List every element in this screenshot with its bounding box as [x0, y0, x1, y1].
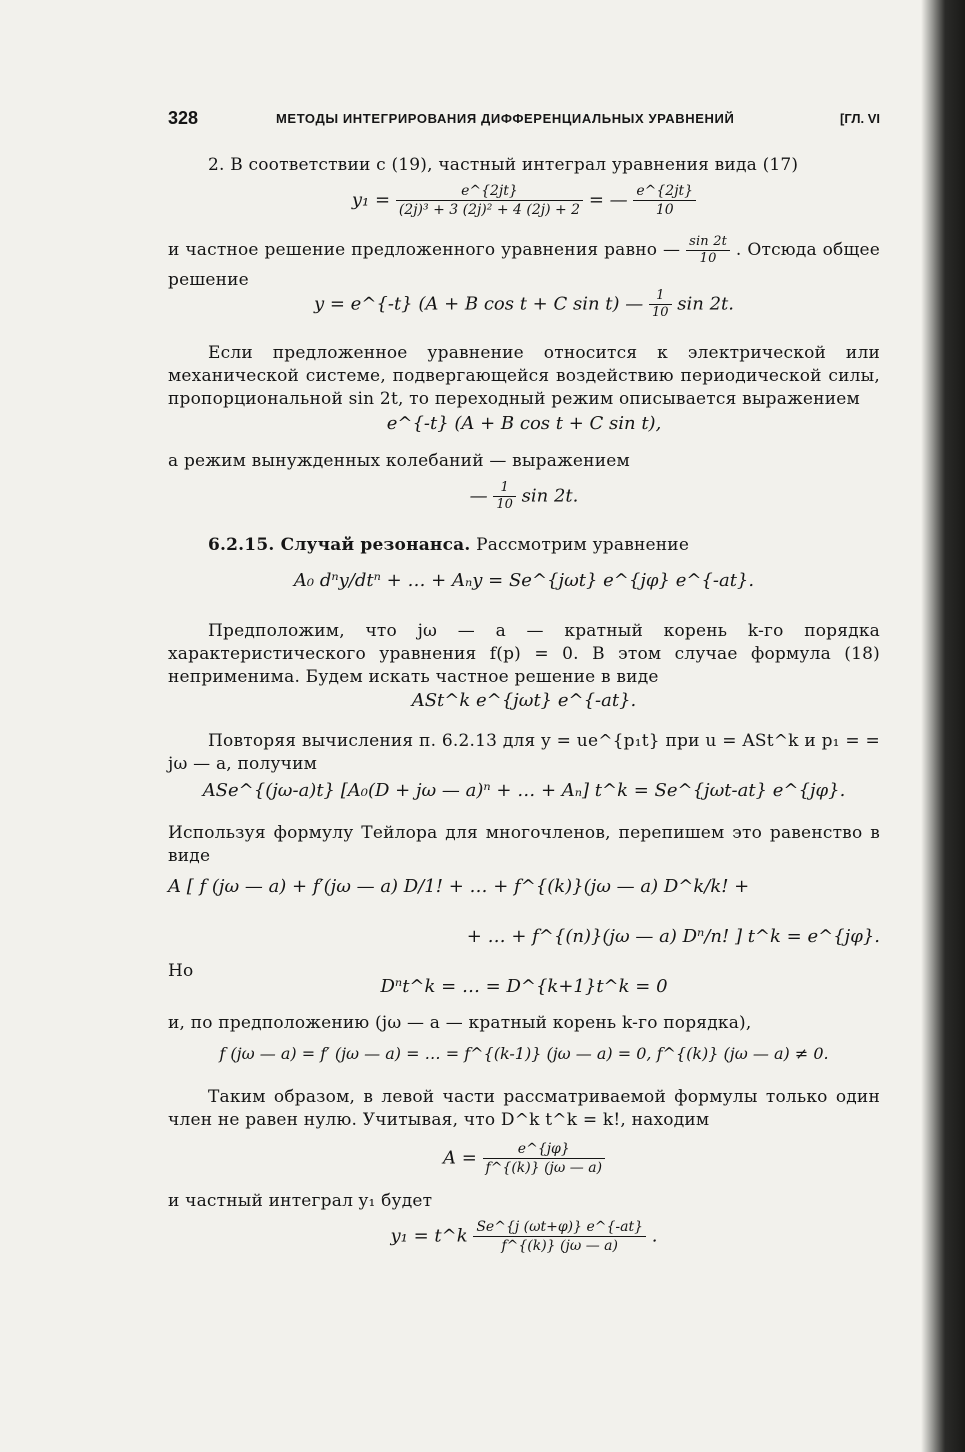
scanned-page-edge: [921, 0, 965, 1452]
eq1-num: e^{2jt}: [461, 183, 518, 199]
paragraph-2: [168, 234, 880, 294]
paragraph-6: Повторяя вычисления п. 6.2.13 для y = ue^{p₁t} при u = ASt^k и p₁ = = jω — a, получим: [168, 731, 880, 774]
equation-10: Dⁿt^k = … = D^{k+1}t^k = 0: [380, 976, 668, 997]
paragraph-1: 2. В соответствии с (19), частный интеграл уравнения вида (17): [208, 155, 799, 175]
eq1-mid: = —: [588, 189, 628, 211]
eq2-num: sin 2t: [689, 234, 728, 249]
eq3-main: y = e^{-t} (A + B cos t + C sin t) —: [313, 293, 644, 315]
eq1-fraction-2: [633, 182, 696, 219]
eq3-fraction: [649, 288, 672, 321]
equation-1: [168, 182, 880, 219]
eq13-tail: .: [651, 1225, 658, 1247]
equation-5: [168, 480, 880, 513]
equation-13: [168, 1218, 880, 1255]
equation-8: ASe^{(jω-a)t} [A₀(D + jω — a)ⁿ + … + Aₙ] t^k = Se^{jωt-at} e^{jφ}.: [202, 780, 846, 801]
paragraph-10: Таким образом, в левой части рассматриваемой формулы только один член не равен нулю. Учитывая, что D^k t^k = k!, находим: [168, 1087, 880, 1130]
chapter-label: [ГЛ. VI: [839, 111, 880, 126]
paragraph-7: Используя формулу Тейлора для многочленов, перепишем это равенство в виде: [168, 823, 880, 866]
eq3-den: 10: [649, 304, 672, 321]
equation-6: A₀ dⁿy/dtⁿ + … + Aₙy = Se^{jωt} e^{jφ} e^{-at}.: [293, 570, 755, 591]
equation-3: [168, 288, 880, 321]
paragraph-5: Предположим, что jω — a — кратный корень k-го порядка характеристического уравнения f(p) = 0. В этом случае формула (18) неприменима. Будем искать частное решение в виде: [168, 621, 880, 687]
eq5-fraction: [493, 480, 516, 513]
paragraph-4: а режим вынужденных колебаний — выражением: [168, 451, 630, 471]
equation-9-line-1: A [ f (jω — a) + f′(jω — a) D/1! + … + f^{(k)}(jω — a) D^k/k! +: [168, 876, 750, 897]
equation-4: e^{-t} (A + B cos t + C sin t),: [386, 413, 662, 434]
paragraph-9: и, по предположению (jω — a — кратный корень k-го порядка),: [168, 1013, 752, 1033]
equation-9-line-2: + … + f^{(n)}(jω — a) Dⁿ/n! ] t^k = e^{jφ}.: [466, 926, 880, 947]
page-number: 328: [168, 108, 199, 128]
equation-7: ASt^k e^{jωt} e^{-at}.: [411, 690, 637, 711]
eq5-pre: —: [469, 485, 488, 507]
eq3-num: 1: [656, 288, 665, 303]
eq13-lhs: y₁ = t^k: [390, 1225, 468, 1247]
eq1-den: (2j)³ + 3 (2j)² + 4 (2j) + 2: [396, 200, 583, 219]
eq2-den: 10: [686, 250, 730, 267]
section-number-title: 6.2.15. Случай резонанса.: [208, 535, 471, 555]
equation-11: f (jω — a) = f′ (jω — a) = … = f^{(k-1)} (jω — a) = 0, f^{(k)} (jω — a) ≠ 0.: [219, 1044, 829, 1063]
paragraph-3: Если предложенное уравнение относится к электрической или механической системе, подвергающейся воздействию периодической силы, пропорциональной sin 2t, то переходный режим описывается выражением: [168, 343, 880, 409]
eq3-tail: sin 2t.: [677, 293, 735, 315]
eq13-den: f^{(k)} (jω — a): [473, 1236, 646, 1255]
eq12-den: f^{(k)} (jω — a): [483, 1158, 606, 1177]
paragraph-11: и частный интеграл y₁ будет: [168, 1191, 433, 1211]
eq13-num: Se^{j (ωt+φ)} e^{-at}: [476, 1219, 644, 1235]
eq1-num2: e^{2jt}: [636, 183, 694, 199]
p2-text-b: . Отсюда общее решение: [168, 240, 880, 290]
section-heading-rest: Рассмотрим уравнение: [476, 535, 690, 555]
equation-12: [168, 1140, 880, 1177]
p2-text-a: и частное решение предложенного уравнения равно —: [168, 240, 681, 260]
running-title: МЕТОДЫ ИНТЕГРИРОВАНИЯ ДИФФЕРЕНЦИАЛЬНЫХ УРАВНЕНИЙ: [276, 111, 735, 126]
eq2-fraction: [686, 234, 730, 267]
eq5-tail: sin 2t.: [521, 485, 579, 507]
eq12-fraction: [483, 1140, 606, 1177]
eq13-fraction: [473, 1218, 646, 1255]
eq12-num: e^{jφ}: [517, 1141, 570, 1157]
eq5-num: 1: [500, 480, 509, 495]
eq1-fraction: [396, 182, 583, 219]
eq1-lhs: y₁ =: [351, 189, 391, 211]
section-heading: [168, 534, 880, 557]
running-header: [168, 108, 880, 130]
eq5-den: 10: [493, 496, 516, 513]
eq1-den2: 10: [633, 200, 696, 219]
paragraph-8: Но: [168, 961, 194, 981]
eq12-lhs: A =: [442, 1147, 477, 1169]
